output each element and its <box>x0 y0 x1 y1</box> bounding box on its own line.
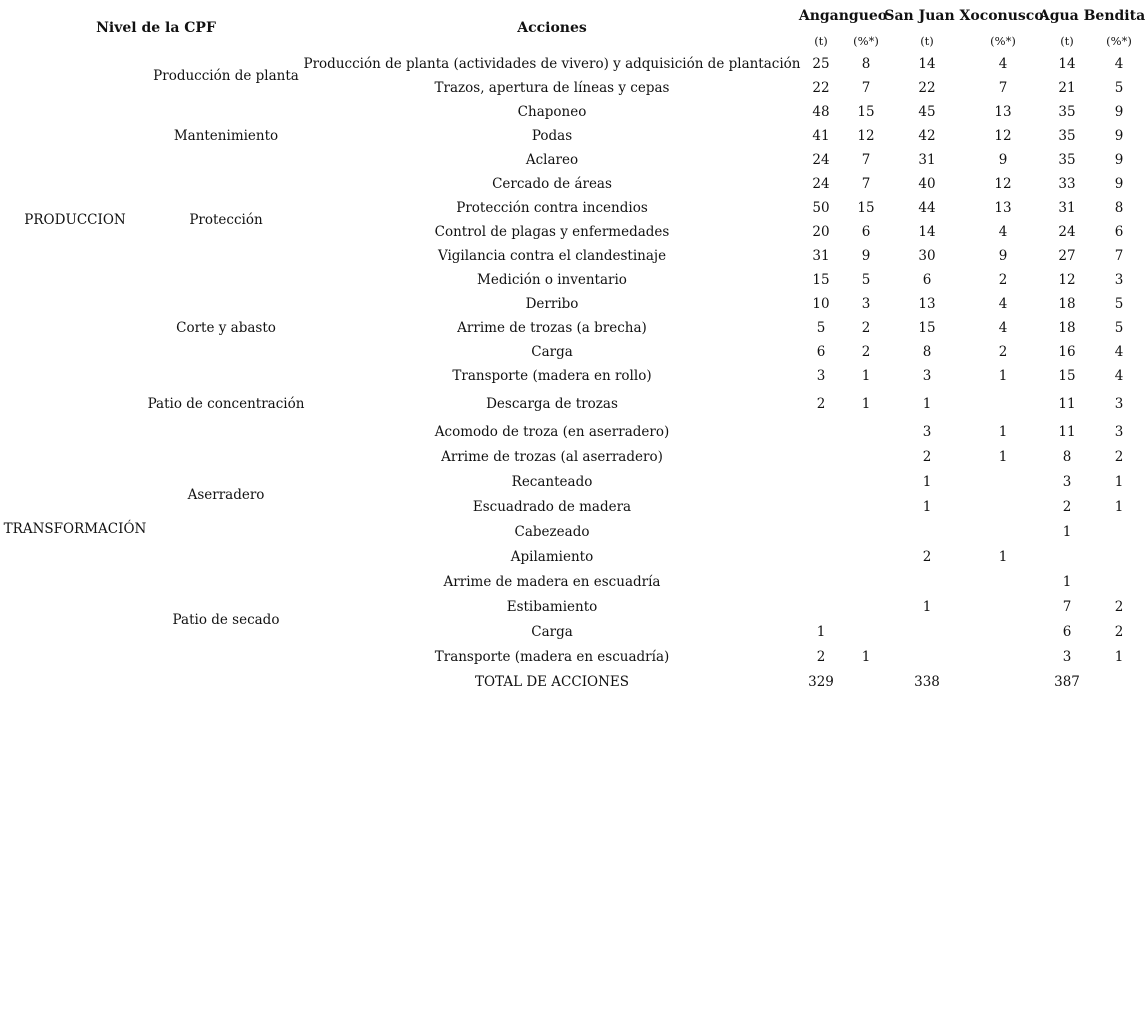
cell-agua-bendita-pct: 9 <box>1114 104 1124 120</box>
header-nivel: Nivel de la CPF <box>96 20 216 36</box>
header-agua-bendita: Agua Bendita <box>1038 8 1146 24</box>
cell-agua-bendita-pct: 3 <box>1114 272 1124 288</box>
cell-angangueo-pct: 7 <box>861 152 871 168</box>
cell-accion: Escuadrado de madera <box>472 499 632 515</box>
cell-agua-bendita-t: 3 <box>1062 474 1072 490</box>
cell-accion: Carga <box>531 624 573 640</box>
cell-agua-bendita-t: 35 <box>1058 152 1076 168</box>
cell-san-juan-t: 1 <box>922 474 932 490</box>
cell-angangueo-pct: 6 <box>861 224 871 240</box>
cell-san-juan-pct: 4 <box>998 296 1008 312</box>
cell-agua-bendita-pct: 3 <box>1114 424 1124 440</box>
cell-san-juan-t: 30 <box>918 248 936 264</box>
cell-san-juan-t: 2 <box>922 549 932 565</box>
cell-accion: Podas <box>531 128 573 144</box>
cell-san-juan-t: 40 <box>918 176 936 192</box>
cell-san-juan-pct: 1 <box>998 449 1008 465</box>
cell-accion: Derribo <box>525 296 579 312</box>
subheader-pct: (%*) <box>990 34 1016 48</box>
cell-agua-bendita-pct: 4 <box>1114 368 1124 384</box>
cell-san-juan-t: 44 <box>918 200 936 216</box>
subheader-t: (t) <box>920 34 934 48</box>
cell-san-juan-t: 6 <box>922 272 932 288</box>
cell-angangueo-pct: 2 <box>861 320 871 336</box>
cell-angangueo-pct: 15 <box>857 104 875 120</box>
cell-agua-bendita-t: 3 <box>1062 649 1072 665</box>
cell-accion: Arrime de trozas (a brecha) <box>457 320 647 336</box>
cell-angangueo-pct: 1 <box>861 368 871 384</box>
cell-accion: Cabezeado <box>514 524 590 540</box>
cell-san-juan-pct: 4 <box>998 224 1008 240</box>
cell-accion: Arrime de madera en escuadría <box>443 574 661 590</box>
total-agua-bendita: 387 <box>1054 674 1080 690</box>
cell-angangueo-t: 15 <box>812 272 830 288</box>
cell-agua-bendita-pct: 3 <box>1114 396 1124 412</box>
cell-angangueo-t: 31 <box>812 248 830 264</box>
cell-accion: Apilamiento <box>510 549 594 565</box>
cell-angangueo-pct: 5 <box>861 272 871 288</box>
cell-agua-bendita-t: 1 <box>1062 524 1072 540</box>
cell-angangueo-t: 24 <box>812 176 830 192</box>
sublevel-patio-de-concentracion: Patio de concentración <box>147 396 305 412</box>
cell-agua-bendita-t: 18 <box>1058 320 1076 336</box>
cell-accion: Chaponeo <box>517 104 587 120</box>
cell-agua-bendita-pct: 5 <box>1114 320 1124 336</box>
cell-agua-bendita-pct: 1 <box>1114 474 1124 490</box>
cell-agua-bendita-t: 8 <box>1062 449 1072 465</box>
sublevel-mantenimiento: Mantenimiento <box>173 128 279 144</box>
cell-agua-bendita-pct: 8 <box>1114 200 1124 216</box>
cell-san-juan-t: 1 <box>922 599 932 615</box>
cell-san-juan-pct: 13 <box>994 200 1012 216</box>
cell-accion: Recanteado <box>511 474 593 490</box>
cell-agua-bendita-t: 14 <box>1058 56 1076 72</box>
level-produccion: PRODUCCION <box>24 212 126 228</box>
cell-agua-bendita-t: 11 <box>1058 396 1076 412</box>
cell-accion: Arrime de trozas (al aserradero) <box>441 449 663 465</box>
cell-agua-bendita-pct: 1 <box>1114 649 1124 665</box>
cell-san-juan-t: 3 <box>922 368 932 384</box>
cell-san-juan-pct: 4 <box>998 320 1008 336</box>
cell-agua-bendita-t: 31 <box>1058 200 1076 216</box>
total-san-juan-xoconusco: 338 <box>914 674 940 690</box>
cell-san-juan-pct: 9 <box>998 152 1008 168</box>
cell-angangueo-pct: 15 <box>857 200 875 216</box>
subheader-pct: (%*) <box>1106 34 1132 48</box>
cell-san-juan-t: 22 <box>918 80 936 96</box>
cell-agua-bendita-pct: 9 <box>1114 176 1124 192</box>
header-san-juan-xoconusco: San Juan Xoconusco <box>884 8 1044 24</box>
cell-angangueo-t: 5 <box>816 320 826 336</box>
cell-san-juan-pct: 2 <box>998 344 1008 360</box>
cell-san-juan-t: 14 <box>918 224 936 240</box>
cell-agua-bendita-pct: 6 <box>1114 224 1124 240</box>
cell-agua-bendita-pct: 4 <box>1114 56 1124 72</box>
cell-san-juan-pct: 2 <box>998 272 1008 288</box>
cell-agua-bendita-t: 12 <box>1058 272 1076 288</box>
header-acciones: Acciones <box>517 20 587 36</box>
cell-accion: Control de plagas y enfermedades <box>434 224 670 240</box>
cell-agua-bendita-pct: 2 <box>1114 624 1124 640</box>
sublevel-produccion-de-planta: Producción de planta <box>153 68 299 84</box>
cell-agua-bendita-t: 7 <box>1062 599 1072 615</box>
sublevel-corte-y-abasto: Corte y abasto <box>176 320 276 336</box>
cell-san-juan-t: 1 <box>922 396 932 412</box>
cell-accion: Transporte (madera en escuadría) <box>434 649 670 665</box>
cell-accion: Transporte (madera en rollo) <box>452 368 652 384</box>
cell-agua-bendita-pct: 5 <box>1114 296 1124 312</box>
cell-san-juan-t: 8 <box>922 344 932 360</box>
cell-agua-bendita-pct: 5 <box>1114 80 1124 96</box>
cell-angangueo-t: 3 <box>816 368 826 384</box>
cell-agua-bendita-t: 24 <box>1058 224 1076 240</box>
cell-angangueo-t: 22 <box>812 80 830 96</box>
cell-san-juan-t: 1 <box>922 499 932 515</box>
cell-agua-bendita-t: 33 <box>1058 176 1076 192</box>
cell-agua-bendita-t: 27 <box>1058 248 1076 264</box>
cell-angangueo-pct: 1 <box>861 649 871 665</box>
cell-angangueo-pct: 7 <box>861 176 871 192</box>
cell-angangueo-t: 20 <box>812 224 830 240</box>
cell-san-juan-t: 15 <box>918 320 936 336</box>
cell-angangueo-t: 6 <box>816 344 826 360</box>
cell-angangueo-t: 24 <box>812 152 830 168</box>
cell-angangueo-pct: 12 <box>857 128 875 144</box>
cell-angangueo-t: 2 <box>816 649 826 665</box>
cell-angangueo-t: 48 <box>812 104 830 120</box>
cell-san-juan-pct: 1 <box>998 424 1008 440</box>
cell-agua-bendita-pct: 9 <box>1114 152 1124 168</box>
cell-san-juan-t: 14 <box>918 56 936 72</box>
cell-san-juan-t: 13 <box>918 296 936 312</box>
cell-agua-bendita-pct: 4 <box>1114 344 1124 360</box>
cell-san-juan-pct: 7 <box>998 80 1008 96</box>
cell-accion: Acomodo de troza (en aserradero) <box>434 424 670 440</box>
sublevel-proteccion: Protección <box>189 212 263 228</box>
sublevel-aserradero: Aserradero <box>187 487 265 503</box>
total-angangueo: 329 <box>808 674 834 690</box>
cell-angangueo-pct: 2 <box>861 344 871 360</box>
cell-agua-bendita-t: 6 <box>1062 624 1072 640</box>
cell-angangueo-pct: 1 <box>861 396 871 412</box>
cell-accion: Trazos, apertura de líneas y cepas <box>434 80 670 96</box>
cell-agua-bendita-t: 16 <box>1058 344 1076 360</box>
cell-agua-bendita-pct: 7 <box>1114 248 1124 264</box>
cell-san-juan-pct: 1 <box>998 368 1008 384</box>
cell-accion: Carga <box>531 344 573 360</box>
cell-san-juan-pct: 12 <box>994 176 1012 192</box>
cell-san-juan-t: 45 <box>918 104 936 120</box>
cell-agua-bendita-t: 18 <box>1058 296 1076 312</box>
cell-angangueo-t: 50 <box>812 200 830 216</box>
cell-accion: Estibamiento <box>506 599 598 615</box>
cell-accion: Cercado de áreas <box>492 176 612 192</box>
level-transformacion: TRANSFORMACIÓN <box>3 521 147 537</box>
cell-accion: Protección contra incendios <box>456 200 648 216</box>
cell-angangueo-pct: 9 <box>861 248 871 264</box>
subheader-pct: (%*) <box>853 34 879 48</box>
cell-angangueo-t: 41 <box>812 128 830 144</box>
cell-accion: Aclareo <box>525 152 579 168</box>
header-angangueo: Angangueo <box>798 8 888 24</box>
cell-san-juan-t: 3 <box>922 424 932 440</box>
cell-agua-bendita-t: 21 <box>1058 80 1076 96</box>
sublevel-patio-de-secado: Patio de secado <box>172 612 280 628</box>
cell-angangueo-pct: 7 <box>861 80 871 96</box>
cell-agua-bendita-t: 11 <box>1058 424 1076 440</box>
cell-san-juan-t: 2 <box>922 449 932 465</box>
cell-angangueo-t: 1 <box>816 624 826 640</box>
cell-agua-bendita-t: 35 <box>1058 128 1076 144</box>
cell-agua-bendita-pct: 9 <box>1114 128 1124 144</box>
cell-san-juan-pct: 9 <box>998 248 1008 264</box>
cell-angangueo-t: 25 <box>812 56 830 72</box>
cell-angangueo-pct: 8 <box>861 56 871 72</box>
total-label: TOTAL DE ACCIONES <box>474 674 630 690</box>
cell-angangueo-t: 10 <box>812 296 830 312</box>
cell-accion: Descarga de trozas <box>486 396 618 412</box>
cell-agua-bendita-t: 15 <box>1058 368 1076 384</box>
cell-agua-bendita-pct: 2 <box>1114 449 1124 465</box>
cell-agua-bendita-t: 2 <box>1062 499 1072 515</box>
cell-san-juan-pct: 12 <box>994 128 1012 144</box>
cell-agua-bendita-pct: 1 <box>1114 499 1124 515</box>
cell-agua-bendita-pct: 2 <box>1114 599 1124 615</box>
cell-san-juan-pct: 13 <box>994 104 1012 120</box>
cell-agua-bendita-t: 1 <box>1062 574 1072 590</box>
cell-accion: Producción de planta (actividades de vivero) y adquisición de plantación <box>303 56 801 72</box>
cell-accion: Vigilancia contra el clandestinaje <box>437 248 667 264</box>
cell-accion: Medición o inventario <box>477 272 627 288</box>
cell-san-juan-t: 31 <box>918 152 936 168</box>
subheader-t: (t) <box>1060 34 1074 48</box>
cell-agua-bendita-t: 35 <box>1058 104 1076 120</box>
cell-san-juan-pct: 4 <box>998 56 1008 72</box>
subheader-t: (t) <box>814 34 828 48</box>
cell-san-juan-pct: 1 <box>998 549 1008 565</box>
cell-angangueo-pct: 3 <box>861 296 871 312</box>
cell-angangueo-t: 2 <box>816 396 826 412</box>
cell-san-juan-t: 42 <box>918 128 936 144</box>
